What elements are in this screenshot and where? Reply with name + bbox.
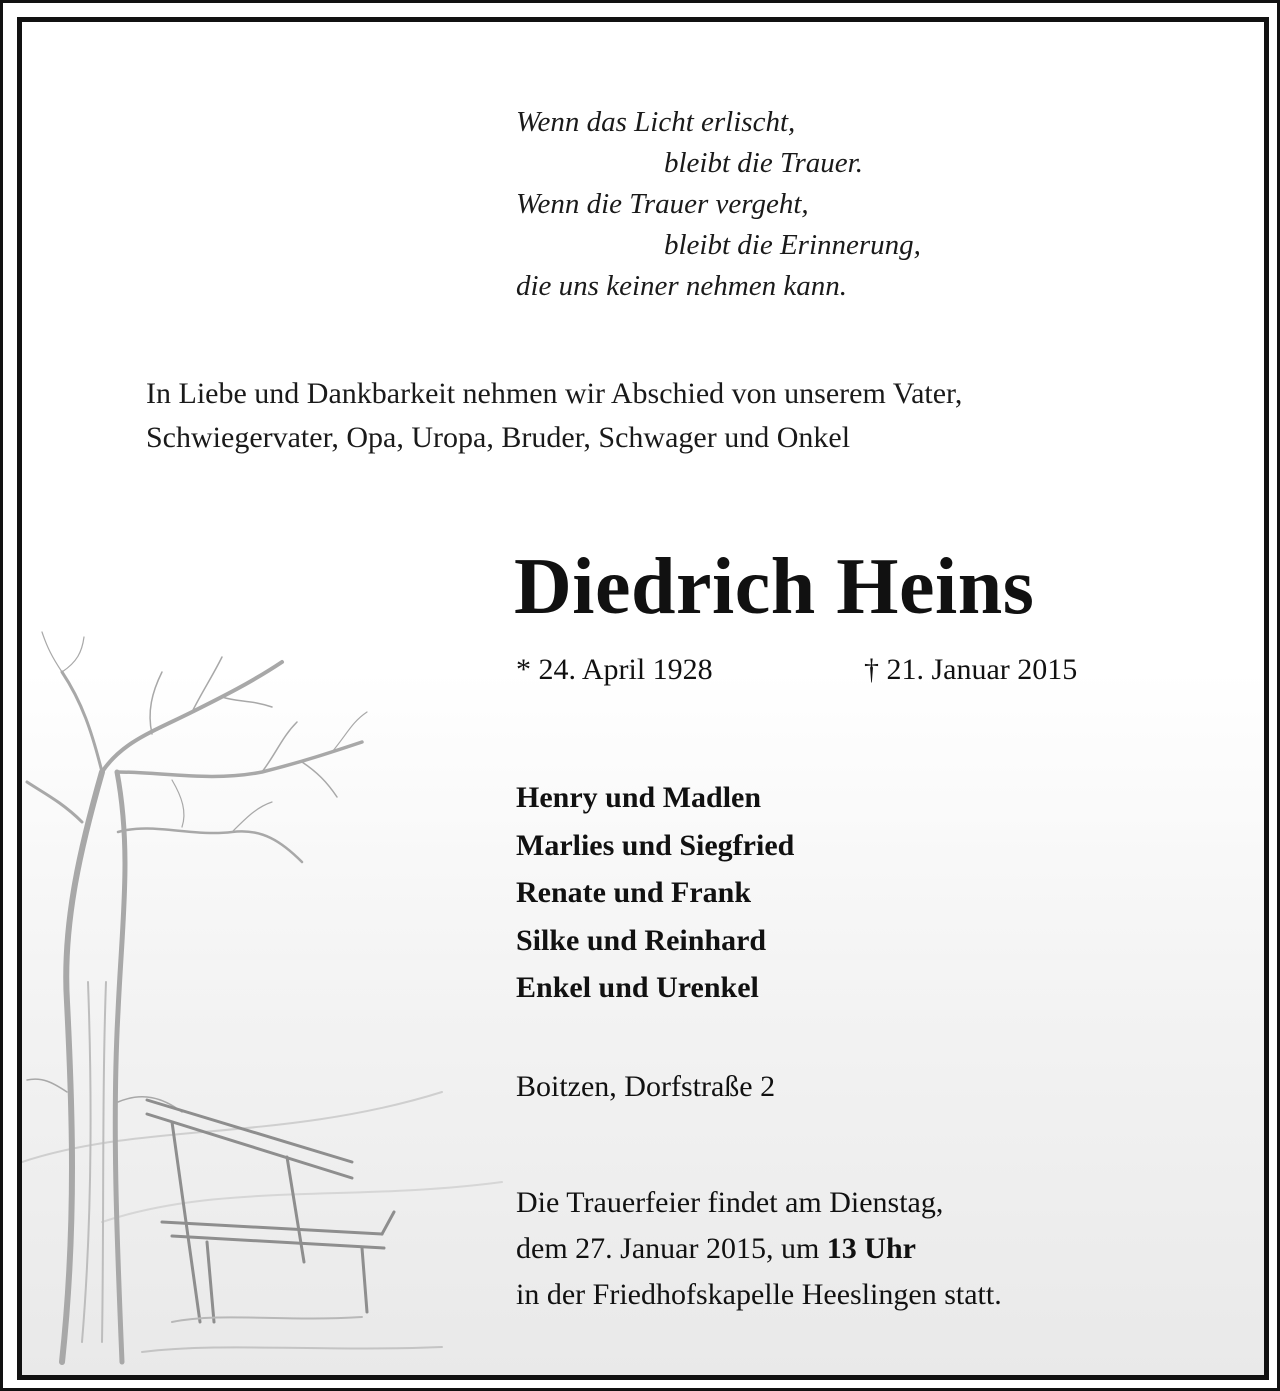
funeral-time: 13 Uhr [826,1232,916,1265]
poem-line: Wenn das Licht erlischt, [516,106,796,138]
funeral-date: dem 27. Januar 2015, um [516,1232,827,1265]
farewell-intro [146,372,962,460]
mourner-entry: Enkel und Urenkel [516,971,759,1004]
poem [516,102,921,307]
obituary-notice [17,17,1269,1380]
poem-line: Wenn die Trauer vergeht, [516,188,809,220]
tree-and-bench-illustration [22,622,542,1380]
address: Boitzen, Dorfstraße 2 [516,1070,776,1103]
mourner-entry: Silke und Reinhard [516,923,767,957]
poem-line: die uns keiner nehmen kann. [516,270,847,302]
poem-line: bleibt die Erinnerung, [664,229,921,261]
funeral-line [516,1226,1002,1272]
funeral-line: Die Trauerfeier findet am Dienstag, [516,1186,944,1219]
death-date: † 21. Januar 2015 [864,653,1078,686]
intro-line: In Liebe und Dankbarkeit nehmen wir Abschied von unserem Vater, [146,377,963,410]
mourner-entry: Marlies und Siegfried [516,828,795,862]
funeral-line: in der Friedhofskapelle Heeslingen statt. [516,1278,1002,1311]
birth-date: * 24. April 1928 [516,653,713,686]
mourner-entry: Renate und Frank [516,876,752,909]
mourner-entry: Henry und Madlen [516,781,762,814]
poem-line: bleibt die Trauer. [664,147,863,179]
funeral-info [516,1180,1002,1318]
deceased-name: Diedrich Heins [514,543,1035,631]
intro-line: Schwiegervater, Opa, Uropa, Bruder, Schwager und Onkel [146,421,851,454]
mourners-list [516,774,794,1012]
